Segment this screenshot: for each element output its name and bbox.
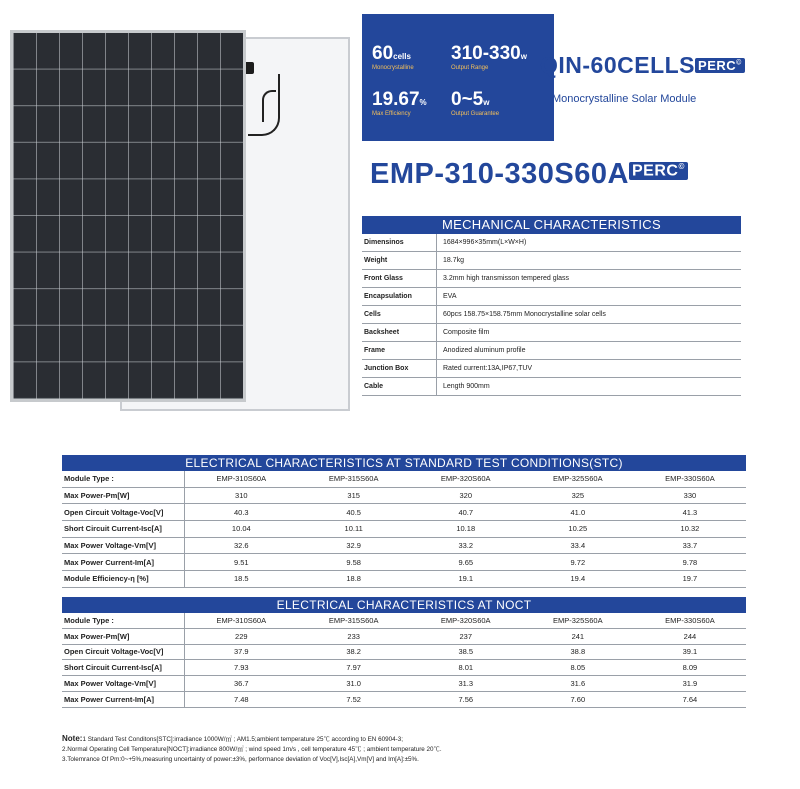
series-name: QIN-60CELLS	[540, 52, 696, 78]
noct-value-cell: EMP-315S60A	[298, 613, 410, 628]
model-perc-badge	[629, 162, 688, 180]
stc-label-cell: Max Power Current-Im[A]	[62, 554, 185, 571]
noct-value-cell: 237	[410, 628, 522, 644]
stc-header-row	[62, 471, 746, 487]
noct-label-cell: Short Circuit Current-Isc[A]	[62, 660, 185, 676]
stc-value-cell: 10.04	[185, 521, 298, 538]
stc-value-cell: EMP-325S60A	[522, 471, 634, 487]
mechanical-table	[362, 234, 741, 396]
stc-value-cell: 40.3	[185, 504, 298, 521]
mechanical-row	[362, 252, 741, 270]
mechanical-key: Cells	[362, 306, 437, 324]
noct-value-cell: 7.52	[298, 691, 410, 707]
stc-value-cell: 10.11	[298, 521, 410, 538]
noct-label-cell: Max Power-Pm[W]	[62, 628, 185, 644]
mechanical-value: Length 900mm	[437, 378, 742, 396]
noct-value-cell: 8.05	[522, 660, 634, 676]
stc-label-cell: Short Circuit Current-Isc[A]	[62, 521, 185, 538]
stc-value-cell: 19.7	[634, 571, 746, 588]
cells-caption: Monocrystalline	[372, 65, 414, 71]
noct-value-cell: 7.56	[410, 691, 522, 707]
noct-row	[62, 628, 746, 644]
stc-value-cell: EMP-315S60A	[298, 471, 410, 487]
mechanical-key: Frame	[362, 342, 437, 360]
noct-value-cell: EMP-320S60A	[410, 613, 522, 628]
cells-spec	[372, 44, 414, 72]
stc-row	[62, 571, 746, 588]
cells-value: 60	[372, 43, 394, 64]
mechanical-key: Front Glass	[362, 270, 437, 288]
guarantee-caption: Output Guarantee	[451, 111, 500, 117]
stc-label-cell: Module Type :	[62, 471, 185, 487]
noct-row	[62, 676, 746, 692]
mechanical-value: 18.7kg	[437, 252, 742, 270]
cells-unit: cells	[393, 52, 411, 61]
stc-value-cell: 9.78	[634, 554, 746, 571]
stc-row	[62, 504, 746, 521]
model-registered-mark: ©	[678, 161, 685, 171]
noct-header-row	[62, 613, 746, 628]
note-line-3: 3.Tolemrance Of Pm:0~+5%,measuring uncertainty of power:±3%, performance deviation of Voc[V],Isc[A],Vm[V] and Im[A]:±5%.	[62, 756, 419, 763]
noct-value-cell: EMP-325S60A	[522, 613, 634, 628]
stc-value-cell: 41.3	[634, 504, 746, 521]
mechanical-row	[362, 324, 741, 342]
noct-table	[62, 613, 746, 708]
mechanical-value: 1684×996×35mm(L×W×H)	[437, 234, 742, 252]
noct-value-cell: 7.97	[298, 660, 410, 676]
cable-graphic-2	[262, 90, 276, 122]
noct-value-cell: 31.3	[410, 676, 522, 692]
perc-badge	[695, 58, 745, 73]
noct-row	[62, 691, 746, 707]
noct-row	[62, 660, 746, 676]
stc-value-cell: 33.7	[634, 537, 746, 554]
model-name: EMP-310-330S60A	[370, 158, 629, 190]
stc-label-cell: Max Power Voltage-Vm[V]	[62, 537, 185, 554]
stc-value-cell: 40.5	[298, 504, 410, 521]
perc-badge-text: PERC	[698, 58, 737, 73]
noct-value-cell: 31.6	[522, 676, 634, 692]
solar-panel-image	[0, 0, 360, 415]
output-value: 310-330	[451, 43, 521, 64]
stc-value-cell: 330	[634, 487, 746, 504]
product-subtitle: Monocrystalline Solar Module	[552, 93, 697, 105]
mechanical-header: MECHANICAL CHARACTERISTICS	[362, 216, 741, 234]
series-title	[540, 52, 800, 79]
noct-value-cell: 39.1	[634, 644, 746, 660]
guarantee-value: 0~5	[451, 89, 484, 110]
stc-table	[62, 471, 746, 588]
efficiency-unit: %	[419, 98, 427, 107]
noct-value-cell: 36.7	[185, 676, 298, 692]
efficiency-value: 19.67	[372, 89, 420, 110]
mechanical-row	[362, 288, 741, 306]
mechanical-value: 3.2mm high transmisson tempered glass	[437, 270, 742, 288]
mechanical-value: Anodized aluminum profile	[437, 342, 742, 360]
noct-value-cell: 7.64	[634, 691, 746, 707]
efficiency-caption: Max Efficiency	[372, 111, 411, 117]
stc-value-cell: 19.4	[522, 571, 634, 588]
noct-value-cell: 229	[185, 628, 298, 644]
noct-value-cell: 7.93	[185, 660, 298, 676]
stc-row	[62, 554, 746, 571]
stc-header: ELECTRICAL CHARACTERISTICS AT STANDARD TEST CONDITIONS(STC)	[62, 455, 746, 471]
stc-value-cell: 18.5	[185, 571, 298, 588]
mechanical-row	[362, 234, 741, 252]
output-unit: w	[520, 52, 527, 61]
noct-value-cell: 38.2	[298, 644, 410, 660]
noct-value-cell: 38.5	[410, 644, 522, 660]
mechanical-key: Dimensinos	[362, 234, 437, 252]
model-title	[370, 158, 688, 191]
stc-value-cell: 9.65	[410, 554, 522, 571]
noct-value-cell: 31.9	[634, 676, 746, 692]
guarantee-spec	[451, 90, 499, 118]
noct-value-cell: 38.8	[522, 644, 634, 660]
noct-label-cell: Open Circuit Voltage-Voc[V]	[62, 644, 185, 660]
notes	[62, 734, 762, 765]
stc-value-cell: 18.8	[298, 571, 410, 588]
output-spec	[451, 44, 527, 72]
mechanical-key: Weight	[362, 252, 437, 270]
stc-value-cell: 41.0	[522, 504, 634, 521]
noct-value-cell: 8.09	[634, 660, 746, 676]
stc-value-cell: EMP-310S60A	[185, 471, 298, 487]
stc-value-cell: 33.4	[522, 537, 634, 554]
summary-box	[362, 14, 554, 141]
note-line-1: 1 Standard Test Conditons[STC]:irradiance 1000W/㎡ ; AM1.5;ambient temperature 25℃ according to EN 60904-3;	[82, 736, 403, 743]
output-caption: Output Range	[451, 65, 489, 71]
stc-value-cell: 9.58	[298, 554, 410, 571]
stc-value-cell: EMP-330S60A	[634, 471, 746, 487]
stc-value-cell: 10.32	[634, 521, 746, 538]
stc-value-cell: EMP-320S60A	[410, 471, 522, 487]
noct-value-cell: 244	[634, 628, 746, 644]
stc-value-cell: 9.51	[185, 554, 298, 571]
noct-value-cell: 7.60	[522, 691, 634, 707]
registered-mark: ©	[736, 59, 742, 67]
stc-value-cell: 9.72	[522, 554, 634, 571]
mechanical-value: 60pcs 158.75×158.75mm Monocrystalline solar cells	[437, 306, 742, 324]
noct-label-cell: Max Power Current-Im[A]	[62, 691, 185, 707]
noct-value-cell: 37.9	[185, 644, 298, 660]
mechanical-value: Composite film	[437, 324, 742, 342]
noct-value-cell: 241	[522, 628, 634, 644]
stc-value-cell: 32.6	[185, 537, 298, 554]
mechanical-row	[362, 270, 741, 288]
stc-row	[62, 521, 746, 538]
stc-value-cell: 325	[522, 487, 634, 504]
stc-value-cell: 10.25	[522, 521, 634, 538]
noct-row	[62, 644, 746, 660]
notes-label: Note:	[62, 734, 83, 743]
mechanical-key: Encapsulation	[362, 288, 437, 306]
stc-value-cell: 19.1	[410, 571, 522, 588]
stc-row	[62, 537, 746, 554]
noct-value-cell: 7.48	[185, 691, 298, 707]
mechanical-row	[362, 342, 741, 360]
note-line-2: 2.Normal Operating Cell Temperature[NOCT]:irradiance 800W/㎡ ; wind speed 1m/s , cell temperature 45℃ ; ambient temperature 20℃.	[62, 746, 442, 753]
mechanical-row	[362, 378, 741, 396]
stc-label-cell: Open Circuit Voltage-Voc[V]	[62, 504, 185, 521]
stc-value-cell: 33.2	[410, 537, 522, 554]
efficiency-spec	[372, 90, 427, 118]
noct-value-cell: 31.0	[298, 676, 410, 692]
stc-value-cell: 315	[298, 487, 410, 504]
stc-value-cell: 310	[185, 487, 298, 504]
stc-value-cell: 10.18	[410, 521, 522, 538]
stc-row	[62, 487, 746, 504]
panel-front-side	[10, 30, 246, 402]
noct-label-cell: Module Type :	[62, 613, 185, 628]
mechanical-value: EVA	[437, 288, 742, 306]
stc-label-cell: Module Efficiency-η [%]	[62, 571, 185, 588]
mechanical-value: Rated current:13A,IP67,TUV	[437, 360, 742, 378]
stc-label-cell: Max Power-Pm[W]	[62, 487, 185, 504]
mechanical-key: Cable	[362, 378, 437, 396]
stc-value-cell: 40.7	[410, 504, 522, 521]
noct-value-cell: EMP-330S60A	[634, 613, 746, 628]
guarantee-unit: w	[483, 98, 490, 107]
model-perc-badge-text: PERC	[631, 162, 679, 179]
stc-value-cell: 32.9	[298, 537, 410, 554]
stc-value-cell: 320	[410, 487, 522, 504]
noct-value-cell: 8.01	[410, 660, 522, 676]
noct-value-cell: 233	[298, 628, 410, 644]
mechanical-row	[362, 306, 741, 324]
noct-header: ELECTRICAL CHARACTERISTICS AT NOCT	[62, 597, 746, 613]
mechanical-key: Backsheet	[362, 324, 437, 342]
mechanical-key: Junction Box	[362, 360, 437, 378]
noct-value-cell: EMP-310S60A	[185, 613, 298, 628]
mechanical-row	[362, 360, 741, 378]
noct-label-cell: Max Power Voltage-Vm[V]	[62, 676, 185, 692]
